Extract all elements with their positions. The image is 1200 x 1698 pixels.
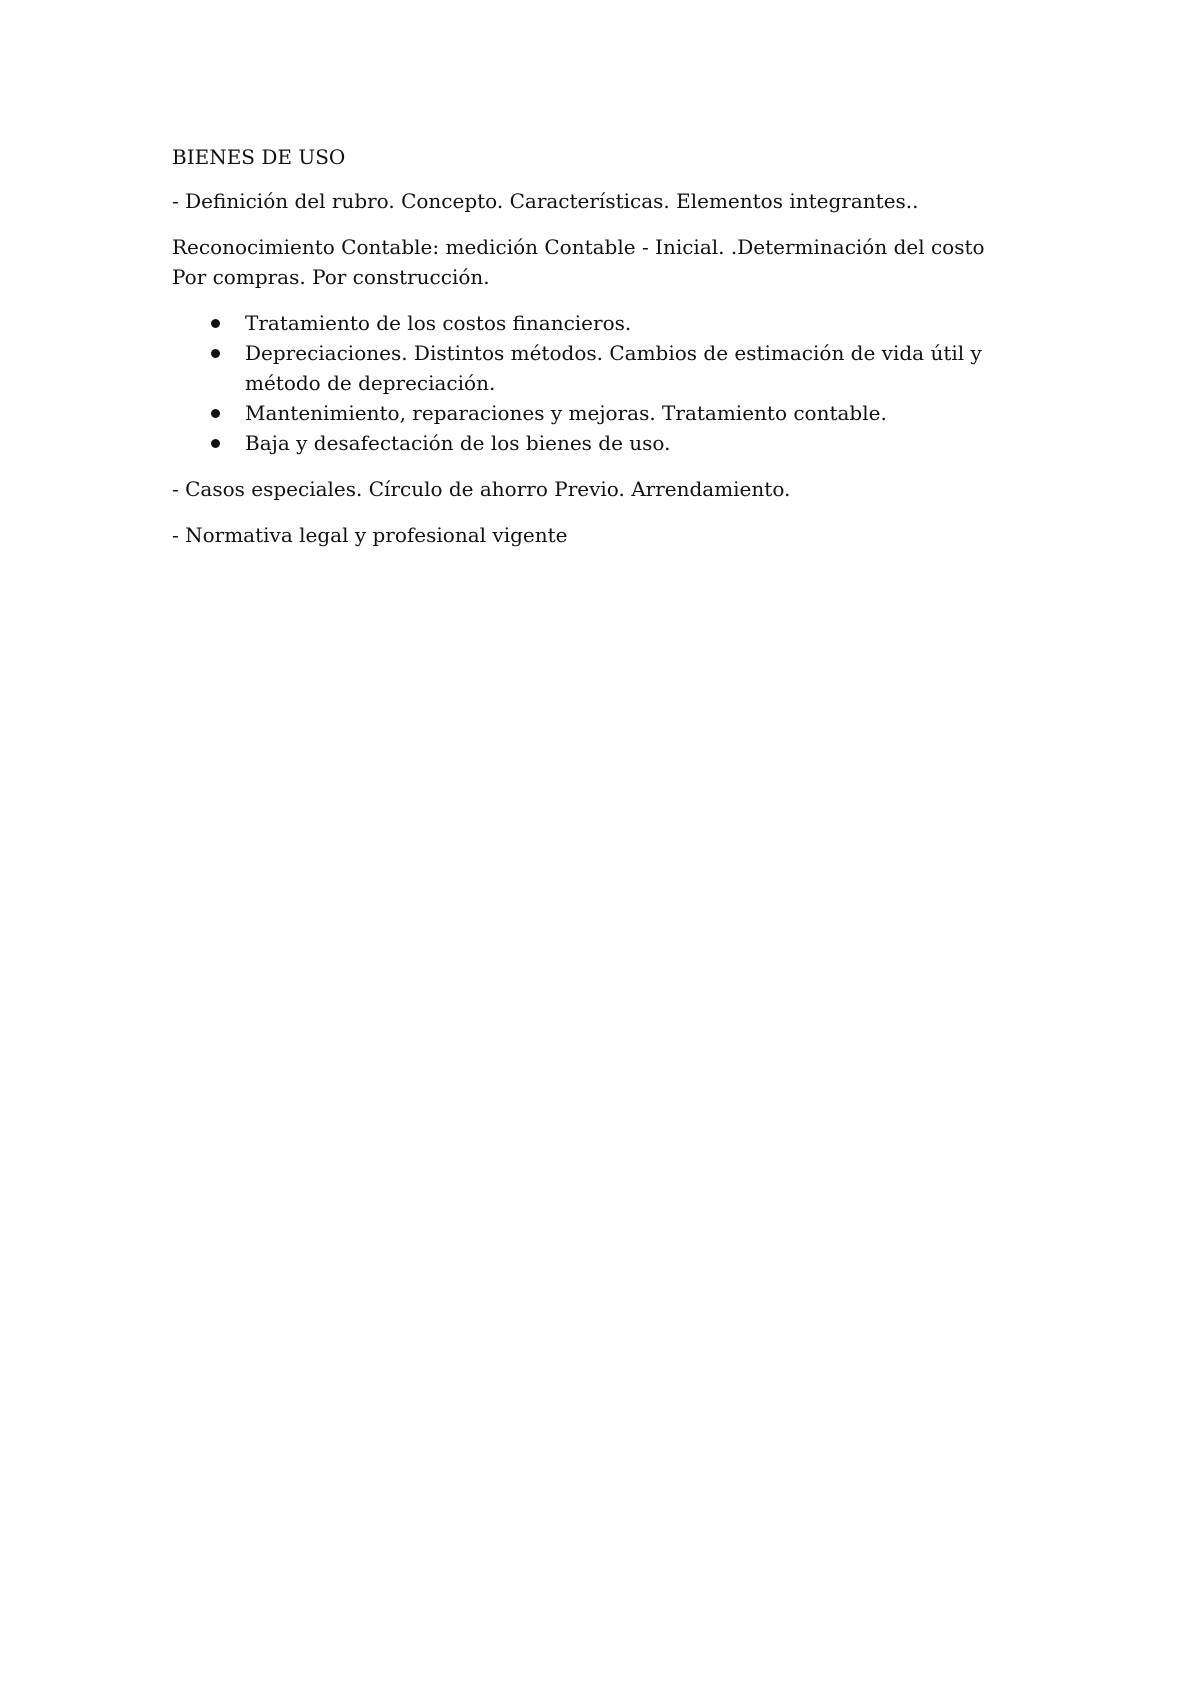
list-item bbox=[172, 308, 1022, 338]
bullet-list bbox=[172, 308, 1022, 458]
bullet-icon bbox=[211, 439, 220, 448]
list-item-text: Tratamiento de los costos financieros. bbox=[245, 311, 632, 335]
paragraph-regulations: - Normativa legal y profesional vigente bbox=[172, 523, 568, 547]
paragraph-recognition: Reconocimiento Contable: medición Contable - Inicial. .Determinación del costo Por compras. Por construcción. bbox=[172, 235, 985, 289]
list-item bbox=[172, 398, 1022, 428]
list-item-text: Baja y desafectación de los bienes de uso. bbox=[245, 431, 671, 455]
bullet-icon bbox=[211, 409, 220, 418]
bullet-icon bbox=[211, 349, 220, 358]
document-body bbox=[172, 142, 1022, 566]
list-item bbox=[172, 428, 1022, 458]
list-item-text: Depreciaciones. Distintos métodos. Cambios de estimación de vida útil y método de depreciación. bbox=[245, 341, 982, 395]
document-title: BIENES DE USO bbox=[172, 145, 346, 169]
bullet-icon bbox=[211, 319, 220, 328]
list-item-text: Mantenimiento, reparaciones y mejoras. Tratamiento contable. bbox=[245, 401, 887, 425]
paragraph-special-cases: - Casos especiales. Círculo de ahorro Previo. Arrendamiento. bbox=[172, 477, 791, 501]
list-item bbox=[172, 338, 1022, 398]
paragraph-definition: - Definición del rubro. Concepto. Características. Elementos integrantes.. bbox=[172, 189, 919, 213]
